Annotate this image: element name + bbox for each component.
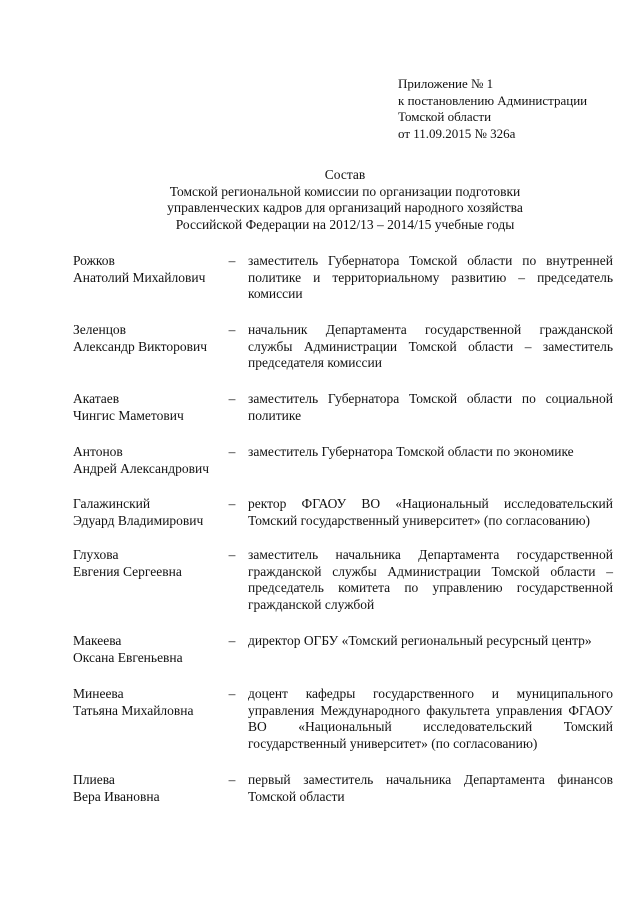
member-name bbox=[73, 322, 223, 355]
member-given-name: Евгения Сергеевна bbox=[73, 563, 182, 579]
member-surname: Антонов bbox=[73, 444, 123, 459]
member-given-name: Вера Ивановна bbox=[73, 788, 160, 804]
appendix-line: Приложение № 1 bbox=[398, 76, 494, 91]
member-name bbox=[73, 253, 223, 286]
member-surname: Галажинский bbox=[73, 496, 151, 511]
member-name bbox=[73, 391, 223, 424]
title-line: управленческих кадров для организаций народного хозяйства bbox=[167, 200, 523, 216]
member-surname: Макеева bbox=[73, 633, 122, 648]
member-dash: – bbox=[228, 391, 236, 406]
member-surname: Глухова bbox=[73, 547, 119, 562]
member-surname: Плиева bbox=[73, 772, 115, 787]
member-role: заместитель начальника Департамента государственной гражданской службы Администрации Томской области – председатель комитета по управлению государственной гражданской службой bbox=[248, 547, 613, 612]
member-given-name: Анатолий Михайлович bbox=[73, 269, 206, 285]
document-title bbox=[120, 167, 570, 233]
member-given-name: Александр Викторович bbox=[73, 338, 208, 354]
member-name bbox=[73, 633, 223, 666]
member-role: ректор ФГАОУ ВО «Национальный исследовательский Томский государственный университет» (по согласованию) bbox=[248, 496, 613, 528]
member-given-name: Андрей Александрович bbox=[73, 460, 210, 476]
member-dash: – bbox=[228, 686, 236, 701]
member-dash: – bbox=[228, 496, 236, 511]
member-role: директор ОГБУ «Томский региональный ресурсный центр» bbox=[248, 633, 592, 648]
member-name bbox=[73, 547, 223, 580]
appendix-header bbox=[398, 76, 630, 142]
member-role: первый заместитель начальника Департамента финансов Томской области bbox=[248, 772, 613, 804]
member-dash: – bbox=[228, 633, 236, 648]
member-role: заместитель Губернатора Томской области по внутренней политике и территориальному развитию – председатель комиссии bbox=[248, 253, 613, 302]
member-given-name: Чингис Маметович bbox=[73, 407, 184, 423]
member-given-name: Оксана Евгеньевна bbox=[73, 649, 183, 665]
member-name bbox=[73, 444, 223, 477]
member-surname: Минеева bbox=[73, 686, 124, 701]
member-name bbox=[73, 772, 223, 805]
member-dash: – bbox=[228, 253, 236, 268]
appendix-line: от 11.09.2015 № 326а bbox=[398, 125, 516, 141]
member-name bbox=[73, 496, 223, 529]
member-dash: – bbox=[228, 444, 236, 459]
member-name bbox=[73, 686, 223, 719]
member-dash: – bbox=[228, 322, 236, 337]
title-line: Российской Федерации на 2012/13 – 2014/15 учебные годы bbox=[175, 216, 515, 232]
member-role: начальник Департамента государственной гражданской службы Администрации Томской области – заместитель председателя комиссии bbox=[248, 322, 613, 371]
member-surname: Рожков bbox=[73, 253, 115, 268]
member-role: доцент кафедры государственного и муниципального управления Международного факультета управления ФГАОУ ВО «Национальный исследовательский Томский государственный университет» (по согласованию) bbox=[248, 686, 613, 751]
member-dash: – bbox=[228, 547, 236, 562]
appendix-line: Томской области bbox=[398, 109, 492, 124]
title-line: Томской региональной комиссии по организации подготовки bbox=[169, 183, 521, 199]
title-line: Состав bbox=[324, 167, 366, 182]
member-surname: Зеленцов bbox=[73, 322, 127, 337]
member-dash: – bbox=[228, 772, 236, 787]
member-role: заместитель Губернатора Томской области по социальной политике bbox=[248, 391, 613, 423]
appendix-line: к постановлению Администрации bbox=[398, 92, 588, 108]
member-given-name: Эдуард Владимирович bbox=[73, 512, 204, 528]
member-role: заместитель Губернатора Томской области по экономике bbox=[248, 444, 574, 459]
member-surname: Акатаев bbox=[73, 391, 120, 406]
member-given-name: Татьяна Михайловна bbox=[73, 702, 194, 718]
